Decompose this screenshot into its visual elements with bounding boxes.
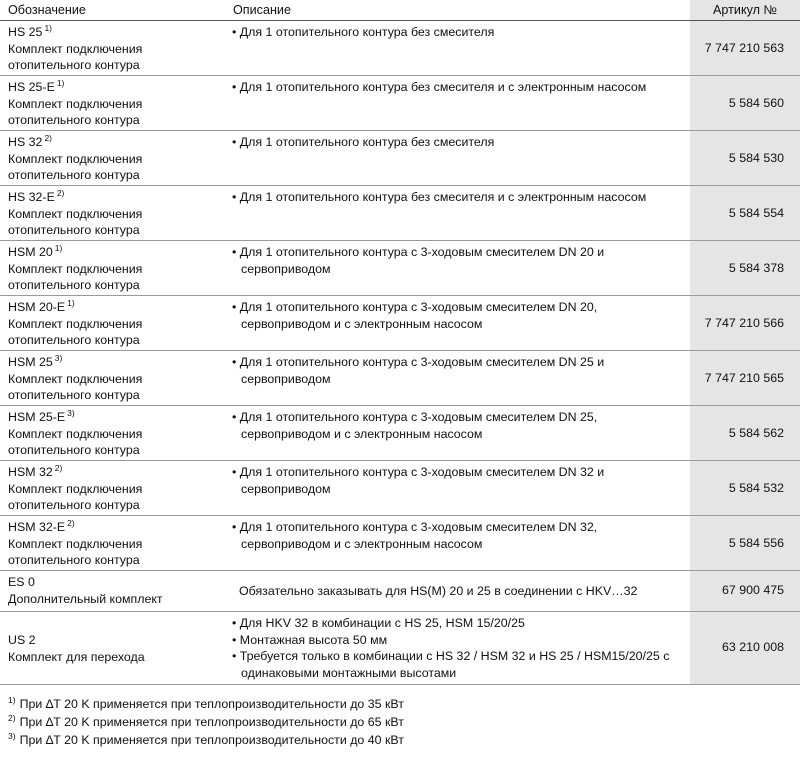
- footnote-mark: 1): [8, 695, 16, 705]
- article-number: 7 747 210 565: [704, 371, 784, 385]
- item-name-line: отопительного контура: [8, 388, 140, 402]
- description-bullet: • Для 1 отопительного контура с 3-ходовым смесителем DN 32, сервоприводом и с электронным насосом: [232, 519, 682, 552]
- item-code: HSM 20-E: [8, 300, 66, 314]
- table-header: [0, 0, 800, 21]
- article-cell: [690, 76, 800, 130]
- item-name-line: отопительного контура: [8, 443, 140, 457]
- table-row: [0, 351, 800, 406]
- footnote-ref: 2): [44, 133, 52, 143]
- designation-cell: [8, 409, 223, 459]
- description-bullet: • Для 1 отопительного контура с 3-ходовым смесителем DN 25 и сервоприводом: [232, 354, 682, 387]
- article-number: 67 900 475: [721, 583, 784, 597]
- footnote-3: [8, 733, 404, 747]
- table-row: [0, 241, 800, 296]
- item-code: ES 0: [8, 575, 35, 589]
- description-bullet: • Для 1 отопительного контура без смесителя и с электронным насосом: [232, 79, 682, 96]
- article-cell: [690, 516, 800, 570]
- table-row-us2: [0, 612, 800, 685]
- item-code: HSM 20: [8, 245, 53, 259]
- table-row-es0: [0, 571, 800, 612]
- designation-cell: [8, 134, 223, 184]
- designation-cell: [8, 464, 223, 514]
- article-cell: [690, 131, 800, 185]
- description-cell: [232, 583, 682, 600]
- item-name-line: Комплект подключения: [8, 206, 143, 221]
- table-row: [0, 406, 800, 461]
- description-cell: [232, 24, 682, 41]
- article-cell: [690, 461, 800, 515]
- item-code: HS 32-E: [8, 190, 55, 204]
- footnote-2: [8, 715, 404, 729]
- item-code: US 2: [8, 633, 36, 647]
- item-name-line: отопительного контура: [8, 168, 140, 182]
- item-name-line: Комплект подключения: [8, 261, 143, 276]
- item-name-line: отопительного контура: [8, 58, 140, 72]
- description-bullet: • Для 1 отопительного контура без смесителя и с электронным насосом: [232, 189, 682, 206]
- article-cell: [690, 241, 800, 295]
- item-code: HS 32: [8, 135, 43, 149]
- table-row: [0, 186, 800, 241]
- article-number: 5 584 556: [728, 536, 784, 550]
- article-number: 5 584 560: [728, 96, 784, 110]
- table-row: [0, 461, 800, 516]
- item-code: HS 25: [8, 25, 43, 39]
- table-row: [0, 21, 800, 76]
- designation-cell: [8, 79, 223, 129]
- article-cell: [690, 571, 800, 611]
- item-code: HSM 25-E: [8, 410, 66, 424]
- designation-cell: [8, 244, 223, 294]
- item-name-line: Комплект подключения: [8, 96, 143, 111]
- item-name-line: Комплект подключения: [8, 536, 143, 551]
- item-name-line: отопительного контура: [8, 223, 140, 237]
- article-number: 7 747 210 566: [704, 316, 784, 330]
- item-name-line: Комплект подключения: [8, 481, 143, 496]
- description-bullet: • Для 1 отопительного контура без смесителя: [232, 134, 682, 151]
- article-cell: [690, 406, 800, 460]
- item-name-line: Комплект подключения: [8, 426, 143, 441]
- article-cell: [690, 351, 800, 405]
- description-cell: [232, 354, 682, 387]
- footnote-ref: 2): [54, 463, 63, 473]
- description-cell: [232, 189, 682, 206]
- footnote-text: При ∆T 20 K применяется при теплопроизводительности до 35 кВт: [19, 697, 404, 711]
- article-number: 63 210 008: [721, 640, 784, 654]
- article-cell: [690, 296, 800, 350]
- description-cell: [232, 464, 682, 497]
- description-bullet: • Для 1 отопительного контура без смесителя: [232, 24, 682, 41]
- article-cell: [690, 21, 800, 75]
- item-name-line: отопительного контура: [8, 553, 140, 567]
- table-row: [0, 131, 800, 186]
- item-code: HSM 32-E: [8, 520, 66, 534]
- item-name-line: отопительного контура: [8, 278, 140, 292]
- table-body: [0, 21, 800, 571]
- article-number: 7 747 210 563: [704, 41, 784, 55]
- table-row: [0, 516, 800, 571]
- item-name: Дополнительный комплект: [8, 591, 163, 606]
- footnote-mark: 3): [8, 731, 16, 741]
- article-number: 5 584 554: [728, 206, 784, 220]
- description-bullet: • Монтажная высота 50 мм: [232, 632, 682, 649]
- designation-cell: [8, 24, 223, 74]
- item-name-line: отопительного контура: [8, 113, 140, 127]
- description-bullet: • Требуется только в комбинации с HS 32 / HSM 32 и HS 25 / HSM15/20/25 с одинаковыми монтажными высотами: [232, 648, 682, 681]
- description-cell: [232, 134, 682, 151]
- footnote-ref: 1): [67, 298, 75, 308]
- article-number: 5 584 378: [728, 261, 784, 275]
- header-description: Описание: [233, 3, 291, 17]
- item-code: HS 25-E: [8, 80, 55, 94]
- designation-cell: [8, 632, 223, 665]
- footnote-text: При ∆T 20 K применяется при теплопроизводительности до 65 кВт: [19, 715, 404, 729]
- designation-cell: [8, 354, 223, 404]
- footnote-text: При ∆T 20 K применяется при теплопроизводительности до 40 кВт: [19, 733, 404, 747]
- article-number: 5 584 532: [728, 481, 784, 495]
- designation-cell: [8, 519, 223, 569]
- description-bullet: • Для 1 отопительного контура с 3-ходовым смесителем DN 20 и сервоприводом: [232, 244, 682, 277]
- item-name-line: отопительного контура: [8, 333, 140, 347]
- description-cell: [232, 244, 682, 277]
- description-cell: [232, 79, 682, 96]
- description-cell: [232, 299, 682, 332]
- description-bullet: • Для 1 отопительного контура с 3-ходовым смесителем DN 25, сервоприводом и с электронным насосом: [232, 409, 682, 442]
- designation-cell: [8, 299, 223, 349]
- footnote-ref: 3): [67, 408, 75, 418]
- item-code: HSM 25: [8, 355, 53, 369]
- description-cell: [232, 409, 682, 442]
- description-cell: [232, 615, 682, 681]
- item-name-line: Комплект подключения: [8, 316, 143, 331]
- article-cell: [690, 612, 800, 684]
- footnote-ref: 1): [56, 78, 65, 88]
- description-cell: [232, 519, 682, 552]
- footnote-ref: 2): [67, 518, 75, 528]
- footnote-ref: 3): [54, 353, 63, 363]
- footnote-1: [8, 697, 404, 711]
- footnote-ref: 2): [56, 188, 65, 198]
- item-code: HSM 32: [8, 465, 53, 479]
- article-cell: [690, 186, 800, 240]
- table-row: [0, 76, 800, 131]
- designation-cell: [8, 574, 223, 607]
- header-designation: Обозначение: [8, 3, 86, 17]
- item-name-line: отопительного контура: [8, 498, 140, 512]
- footnote-ref: 1): [54, 243, 63, 253]
- item-name-line: Комплект подключения: [8, 371, 143, 386]
- footnote-mark: 2): [8, 713, 16, 723]
- description-text: Обязательно заказывать для HS(M) 20 и 25 в соединении с HKV…32: [239, 584, 638, 598]
- description-bullet: • Для 1 отопительного контура с 3-ходовым смесителем DN 32 и сервоприводом: [232, 464, 682, 497]
- article-number: 5 584 562: [728, 426, 784, 440]
- table-row: [0, 296, 800, 351]
- description-bullet: • Для 1 отопительного контура с 3-ходовым смесителем DN 20, сервоприводом и с электронным насосом: [232, 299, 682, 332]
- footnote-ref: 1): [44, 23, 52, 33]
- designation-cell: [8, 189, 223, 239]
- item-name-line: Комплект подключения: [8, 151, 143, 166]
- item-name-line: Комплект подключения: [8, 41, 143, 56]
- description-bullet: • Для HKV 32 в комбинации с HS 25, HSM 15/20/25: [232, 615, 682, 632]
- article-number: 5 584 530: [728, 151, 784, 165]
- item-name: Комплект для перехода: [8, 649, 145, 664]
- header-article: Артикул №: [690, 0, 800, 20]
